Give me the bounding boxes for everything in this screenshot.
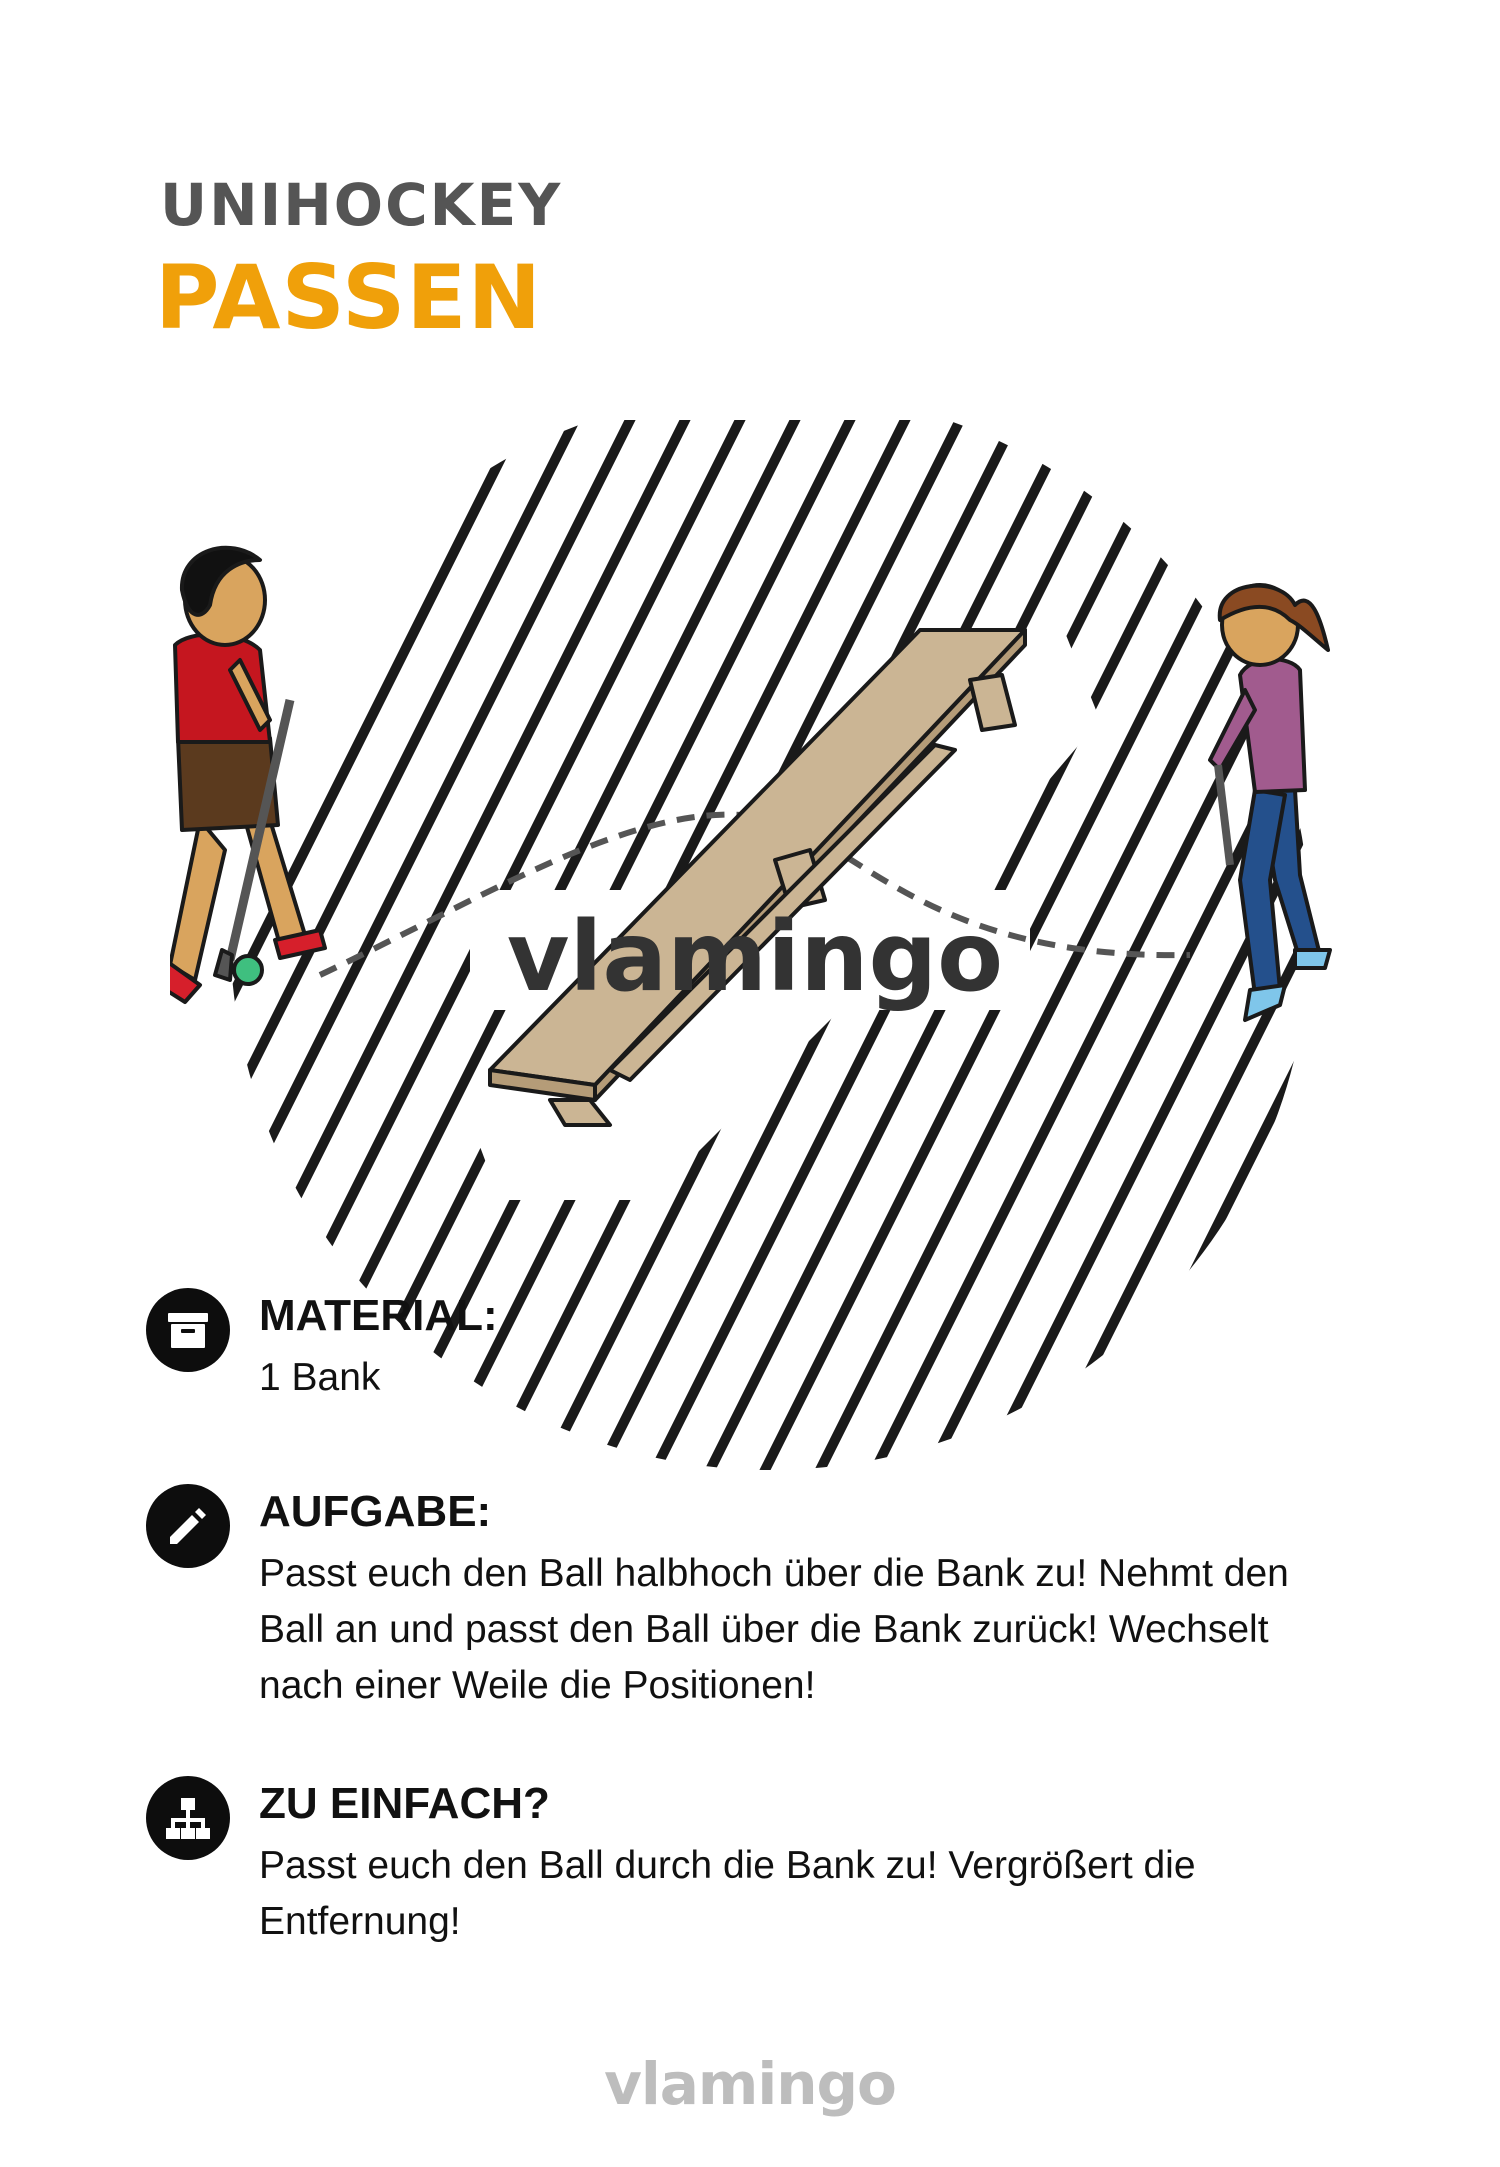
- section-text: Passt euch den Ball durch die Bank zu! Vergrößert die Entfernung!: [259, 1844, 1196, 1943]
- pencil-icon: [146, 1484, 230, 1568]
- player-left: [170, 548, 325, 1002]
- subtitle: UNIHOCKEY: [160, 171, 563, 239]
- section-heading: AUFGABE:: [259, 1487, 492, 1536]
- hierarchy-icon: [146, 1776, 230, 1860]
- archive-box-icon: [146, 1288, 230, 1372]
- footer-logo: vlamingo: [604, 2050, 896, 2118]
- illustration-watermark: vlamingo: [506, 901, 1004, 1013]
- section-text: Passt euch den Ball halbhoch über die Bank zu! Nehmt den Ball an und passt den Ball über die Bank zurück! Wechselt nach einer Weile die Positionen!: [259, 1552, 1289, 1707]
- player-right: [1210, 585, 1330, 1020]
- section-text: 1 Bank: [259, 1356, 381, 1399]
- section-heading: ZU EINFACH?: [259, 1779, 550, 1828]
- section-heading: MATERIAL:: [259, 1291, 498, 1340]
- page-title: PASSEN: [155, 246, 543, 349]
